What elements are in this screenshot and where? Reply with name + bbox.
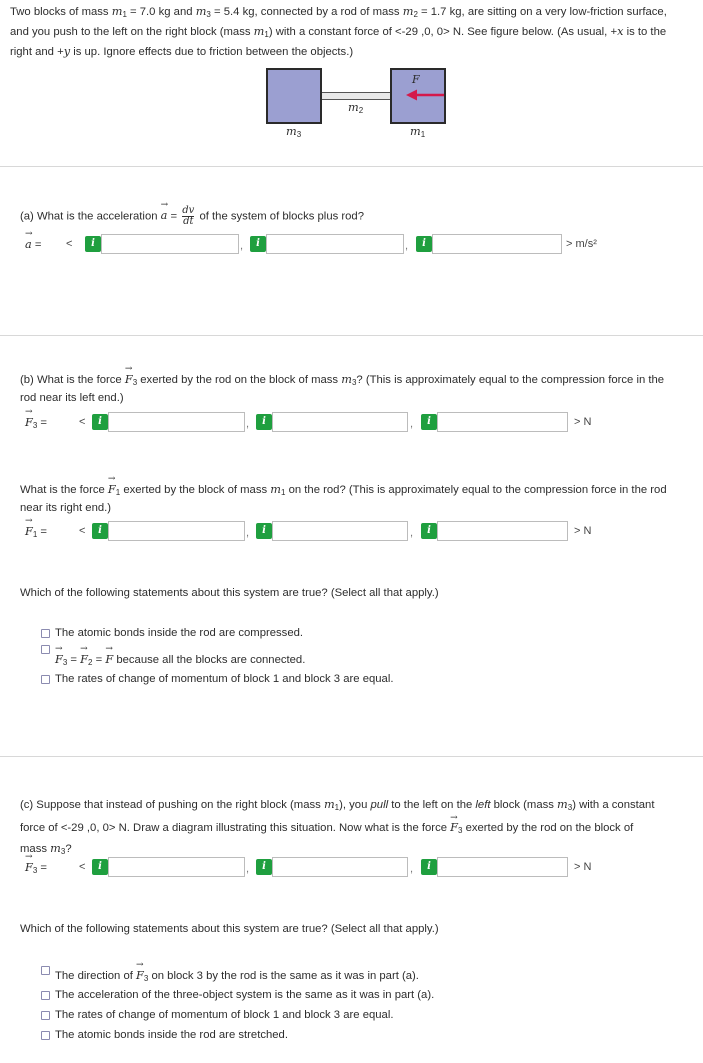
option-c-3: The rates of change of momentum of block 1 and block 3 are equal. <box>55 1009 394 1021</box>
select-prompt-b: Which of the following statements about this system are true? (Select all that apply.) <box>20 587 439 599</box>
answer-row-c: → $F_3$ = < i , i , i > N <box>0 857 703 879</box>
option-c-2: The acceleration of the three-object system is the same as it was in part (a). <box>55 989 435 1001</box>
option-b-3: The rates of change of momentum of block 1 and block 3 are equal. <box>55 673 394 685</box>
checkbox-c-4[interactable] <box>41 1031 50 1040</box>
checkbox-c-1[interactable] <box>41 966 50 975</box>
option-c-1: The direction of → $F_3$ on block 3 by the rod is the same as it was in part (a). <box>55 968 419 986</box>
option-b-1: The atomic bonds inside the rod are compressed. <box>55 627 304 639</box>
applied-force-value: <-29 ,0, 0> <box>395 26 450 38</box>
label-F: F <box>412 73 420 86</box>
info-icon[interactable]: i <box>250 236 266 252</box>
info-icon[interactable]: i <box>256 859 272 875</box>
checkbox-c-2[interactable] <box>41 991 50 1000</box>
f1y-input[interactable] <box>272 521 408 541</box>
force-arrow-icon <box>404 88 446 102</box>
separator <box>0 335 703 336</box>
f1x-input[interactable] <box>108 521 245 541</box>
label-m3: $m_3$ <box>286 125 302 139</box>
info-icon[interactable]: i <box>92 523 108 539</box>
blocks-figure <box>266 68 446 148</box>
question-b: (b) What is the force → $F_3$ exerted by the rod on the block of mass $m_3$? (This is approximately equal to the compression force in the rod near its left end.) <box>20 372 700 406</box>
mass-m3-value: 5.4 kg <box>223 6 255 18</box>
question-a: (a) What is the acceleration → a = $\frac{dv}{dt}$ of the system of blocks plus rod? <box>20 206 364 227</box>
info-icon[interactable]: i <box>92 414 108 430</box>
mass-m1-value: 7.0 kg <box>139 6 171 18</box>
answer-row-b-f1: → $F_1$ = < i , i , i > N <box>0 521 703 543</box>
f1z-input[interactable] <box>437 521 568 541</box>
info-icon[interactable]: i <box>421 523 437 539</box>
checkbox-b-2[interactable] <box>41 645 50 654</box>
question-c: (c) Suppose that instead of pushing on the right block (mass $m_1$), you pull to the left on the left block (mass $m_3$) with a constant force of <-29 ,0, 0> N. Draw a diagram illustrating this situation. Now what is the force → $F_3$ exerted by the rod on the block of mass $m_3$? <box>20 795 700 860</box>
info-icon[interactable]: i <box>256 414 272 430</box>
info-icon[interactable]: i <box>421 859 437 875</box>
info-icon[interactable]: i <box>416 236 432 252</box>
block-m3 <box>266 68 322 124</box>
ax-input[interactable] <box>101 234 239 254</box>
separator <box>0 756 703 757</box>
info-icon[interactable]: i <box>421 414 437 430</box>
az-input[interactable] <box>432 234 562 254</box>
rod-m2 <box>322 92 390 100</box>
checkbox-b-3[interactable] <box>41 675 50 684</box>
option-b-2: → $F_3$ = → $F_2$ = → F because all the blocks are connected. <box>55 652 305 670</box>
f3y-input[interactable] <box>272 412 408 432</box>
problem-intro: Two blocks of mass $m_1 = 7.0$ kg and $m_3 = 5.4$ kg, connected by a rod of mass $m_2 = 1.7$ kg, are sitting on a very low-friction surface, and you push to the left on the right block (mass $m_1$) with a constant force of <-29 ,0, 0> N. See figure below. (As usual, +x is to the right and +y is up. Ignore effects due to friction between the objects.) <box>10 5 667 58</box>
info-icon[interactable]: i <box>92 859 108 875</box>
mass-m2-value: 1.7 kg <box>430 6 462 18</box>
separator <box>0 166 703 167</box>
ay-input[interactable] <box>266 234 404 254</box>
c-f3x-input[interactable] <box>108 857 245 877</box>
label-m2: $m_2$ <box>348 101 364 115</box>
option-c-4: The atomic bonds inside the rod are stretched. <box>55 1029 288 1041</box>
answer-row-a: → a = < i , i , i > m/s² <box>0 234 703 256</box>
answer-row-b-f3: → $F_3$ = < i , i , i > N <box>0 412 703 434</box>
label-m1: $m_1$ <box>410 125 426 139</box>
f3z-input[interactable] <box>437 412 568 432</box>
checkbox-b-1[interactable] <box>41 629 50 638</box>
f3x-input[interactable] <box>108 412 245 432</box>
select-prompt-c: Which of the following statements about this system are true? (Select all that apply.) <box>20 923 439 935</box>
checkbox-c-3[interactable] <box>41 1011 50 1020</box>
c-f3y-input[interactable] <box>272 857 408 877</box>
info-icon[interactable]: i <box>256 523 272 539</box>
info-icon[interactable]: i <box>85 236 101 252</box>
c-f3z-input[interactable] <box>437 857 568 877</box>
question-b-f1: What is the force → $F_1$ exerted by the block of mass $m_1$ on the rod? (This is approximately equal to the compression force in the rod near its right end.) <box>20 482 700 516</box>
